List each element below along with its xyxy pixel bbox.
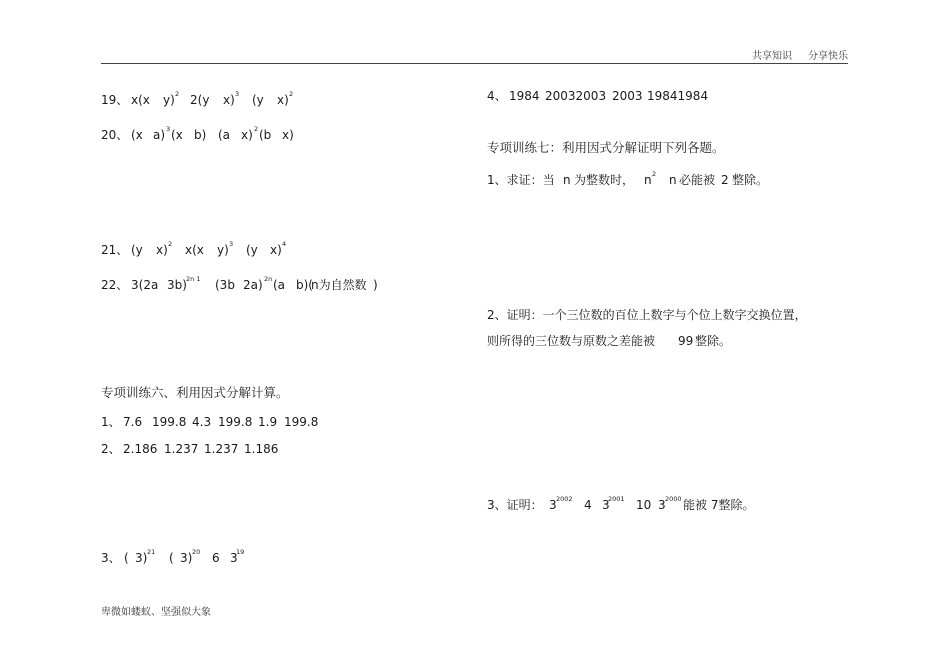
exponent: 2002 [556,495,573,503]
number: 4.3 [192,415,212,429]
exponent: 2000 [665,495,682,503]
exponent: 3 [166,125,171,133]
expr-term: b) [194,128,207,142]
calc-3 [101,548,261,565]
expr-term: 3 [230,551,238,565]
number: 10 [636,498,652,512]
problem-number: 4、 [487,89,507,103]
expr-term: ( [169,551,174,565]
number: 1.186 [244,442,279,456]
calc-2 [101,442,321,456]
expr-term: (x [171,128,183,142]
proof-3 [487,495,777,512]
problem-number: 3、证明： [487,498,543,512]
expr-term: (3b [215,278,235,292]
proof-2-line-1: 2、证明：一个三位数的百位上数字与个位上数字交换位置， [487,308,807,322]
expr-term: 3b) [167,278,187,292]
expr-term: 2(y [190,93,210,107]
proof-text: 能被 7整除。 [683,498,755,512]
exponent: 2 [652,170,657,178]
number: 199.8 [218,415,253,429]
expr-term: ) [373,278,378,292]
exponent: 2 [254,125,259,133]
number: 199.8 [152,415,187,429]
number: 1.9 [258,415,278,429]
problem-number: 2、 [101,442,121,456]
expr-term: x) [277,93,289,107]
expr-term: y) [163,93,175,107]
problem-22 [101,275,401,292]
expr-term: 3) [180,551,193,565]
exponent: 4 [282,240,287,248]
exponent: 2n [264,275,273,283]
problem-19 [101,90,301,107]
number: 1.237 [204,442,239,456]
number: 1984 [509,89,540,103]
section-7-title: 专项训练七：利用因式分解证明下列各题。 [487,140,725,155]
number: 99 [678,334,694,348]
exponent: 2 [168,240,173,248]
header-left-text: 共享知识 [752,51,792,62]
expr-term: 3) [135,551,148,565]
expr-term: x(x [185,243,204,257]
exponent: 2 [175,90,180,98]
expr-term: 2a) [243,278,263,292]
variable: n [563,173,571,187]
number: 2.186 [123,442,158,456]
expr-term: x) [282,128,294,142]
proof-1 [487,170,787,187]
expr-term: (a [218,128,231,142]
problem-number: 21、 [101,243,129,257]
variable: n [644,173,652,187]
variable: n [669,173,677,187]
expr-term: ( [124,551,129,565]
exponent: 19 [236,548,245,556]
exponent: 3 [229,240,234,248]
exponent: 3 [235,90,240,98]
expr-term: (x [131,128,143,142]
expr-term: x) [270,243,282,257]
number: 4 [584,498,592,512]
problem-21 [101,240,301,257]
proof-text: 为整数时， [574,173,635,187]
expr-term: n为自然数 [311,278,367,292]
expr-term: (b [259,128,272,142]
expr-term: y) [217,243,229,257]
header-right-text: 分享快乐 [808,51,848,62]
expr-term: a) [153,128,166,142]
problem-number: 3、 [101,551,121,565]
expr-term: x(x [131,93,150,107]
expr-term: x) [156,243,168,257]
number: 20032003 [545,89,607,103]
problem-number: 1、 [101,415,121,429]
number: 1.237 [164,442,199,456]
expr-term: 3(2a [131,278,159,292]
calc-4 [487,89,717,103]
expr-term: x) [241,128,253,142]
number: 2 [721,173,729,187]
problem-20 [101,125,301,142]
calc-1 [101,415,341,429]
base: 3 [658,498,666,512]
base: 3 [549,498,557,512]
proof-text: 则所得的三位数与原数之差能被 [487,334,656,348]
problem-number: 19、 [101,93,129,107]
proof-text: 整除。 [732,173,769,187]
exponent: 21 [147,548,156,556]
base: 3 [602,498,610,512]
proof-text: 整除。 [695,334,732,348]
exponent: 2001 [608,495,625,503]
footer-text: 卑微如蝼蚁、坚强似大象 [101,607,211,618]
problem-number: 1、求证：当 [487,173,555,187]
problem-number: 20、 [101,128,129,142]
expr-term: (y [131,243,143,257]
expr-term: (y [252,93,264,107]
exponent: 20 [192,548,201,556]
header-rule [101,63,848,64]
problem-number: 22、 [101,278,129,292]
number: 2003 [612,89,643,103]
expr-term: 6 [212,551,220,565]
exponent: 2n 1 [186,275,201,283]
exponent: 2 [289,90,294,98]
expr-term: x) [223,93,235,107]
number: 19841984 [647,89,709,103]
expr-term: (y [246,243,258,257]
number: 7.6 [123,415,143,429]
proof-text: 必能被 [679,173,716,187]
section-6-title: 专项训练六、利用因式分解计算。 [101,385,289,400]
expr-term: (a [273,278,286,292]
proof-2-line-2 [487,334,747,348]
expr-term: b)( [296,278,313,292]
number: 199.8 [284,415,319,429]
